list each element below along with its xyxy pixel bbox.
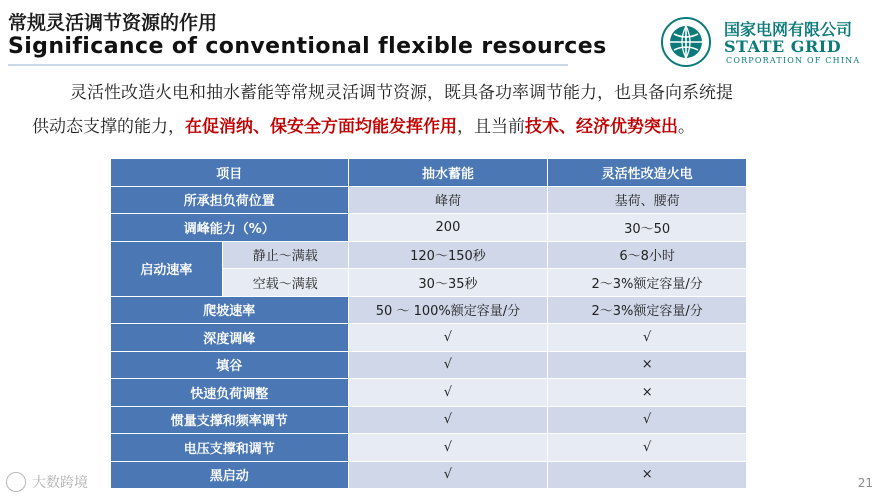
row-sublabel: 静止～满载	[222, 241, 348, 269]
cell-pumped-storage: √	[348, 351, 548, 379]
cell-flexible-thermal: 基荷、腰荷	[548, 186, 747, 214]
state-grid-logo	[656, 16, 881, 68]
table-row	[111, 351, 747, 379]
row-label: 深度调峰	[111, 324, 349, 352]
table-row	[111, 324, 747, 352]
row-group-label: 启动速率	[111, 241, 223, 296]
table-row	[111, 296, 747, 324]
row-label: 快速负荷调整	[111, 379, 349, 407]
row-label: 填谷	[111, 351, 349, 379]
highlight-role: 在促消纳、保安全方面均能发挥作用	[185, 117, 457, 137]
table-row	[111, 461, 747, 489]
state-grid-globe-icon	[656, 16, 716, 68]
row-label: 所承担负荷位置	[111, 186, 349, 214]
row-sublabel: 空载～满载	[222, 269, 348, 297]
watermark-logo-icon	[6, 472, 26, 492]
cell-pumped-storage: 200	[348, 214, 548, 242]
watermark	[6, 472, 88, 492]
cell-flexible-thermal: ×	[548, 461, 747, 489]
row-label: 爬坡速率	[111, 296, 349, 324]
logo-subtitle: CORPORATION OF CHINA	[726, 56, 861, 65]
comparison-table	[110, 158, 747, 489]
intro-line-2	[32, 110, 864, 144]
header-pumped-storage: 抽水蓄能	[348, 159, 548, 187]
cell-pumped-storage: √	[348, 379, 548, 407]
intro-paragraph	[32, 76, 864, 144]
table-row	[111, 379, 747, 407]
cell-flexible-thermal: 30～50	[548, 214, 747, 242]
cell-flexible-thermal: 6～8小时	[548, 241, 747, 269]
cell-pumped-storage: √	[348, 324, 548, 352]
cell-flexible-thermal: 2～3%额定容量/分	[548, 296, 747, 324]
intro-text: 。	[678, 117, 695, 137]
cell-flexible-thermal: √	[548, 324, 747, 352]
row-label: 惯量支撑和频率调节	[111, 406, 349, 434]
page-title-zh: 常规灵活调节资源的作用	[8, 12, 218, 34]
cell-pumped-storage: √	[348, 434, 548, 462]
cell-flexible-thermal: √	[548, 434, 747, 462]
header-item: 项目	[111, 159, 349, 187]
cell-pumped-storage: 120～150秒	[348, 241, 548, 269]
row-label: 电压支撑和调节	[111, 434, 349, 462]
cell-flexible-thermal: ×	[548, 379, 747, 407]
watermark-text: 大数跨境	[32, 475, 88, 491]
cell-flexible-thermal: 2～3%额定容量/分	[548, 269, 747, 297]
intro-text: ，且当前	[457, 117, 525, 137]
header-flexible-thermal: 灵活性改造火电	[548, 159, 747, 187]
logo-name-en: STATE GRID	[724, 37, 842, 56]
logo-name-zh: 国家电网有限公司	[724, 20, 853, 39]
cell-pumped-storage: 50 ～ 100%额定容量/分	[348, 296, 548, 324]
row-label: 调峰能力（%）	[111, 214, 349, 242]
cell-pumped-storage: √	[348, 406, 548, 434]
table-row	[111, 241, 747, 269]
page-title-en: Significance of conventional flexible resources	[8, 34, 607, 59]
intro-line-1: 灵活性改造火电和抽水蓄能等常规灵活调节资源，既具备功率调节能力，也具备向系统提	[70, 83, 733, 103]
cell-pumped-storage: 峰荷	[348, 186, 548, 214]
cell-flexible-thermal: √	[548, 406, 747, 434]
cell-flexible-thermal: ×	[548, 351, 747, 379]
table-row	[111, 186, 747, 214]
table-row	[111, 434, 747, 462]
intro-text: 供动态支撑的能力，	[32, 117, 185, 137]
table-row	[111, 406, 747, 434]
table-row	[111, 214, 747, 242]
title-divider	[8, 64, 568, 66]
page-number: 21	[857, 476, 873, 490]
highlight-advantage: 技术、经济优势突出	[525, 117, 678, 137]
row-label: 黑启动	[111, 461, 349, 489]
cell-pumped-storage: √	[348, 461, 548, 489]
cell-pumped-storage: 30～35秒	[348, 269, 548, 297]
table-header-row	[111, 159, 747, 187]
